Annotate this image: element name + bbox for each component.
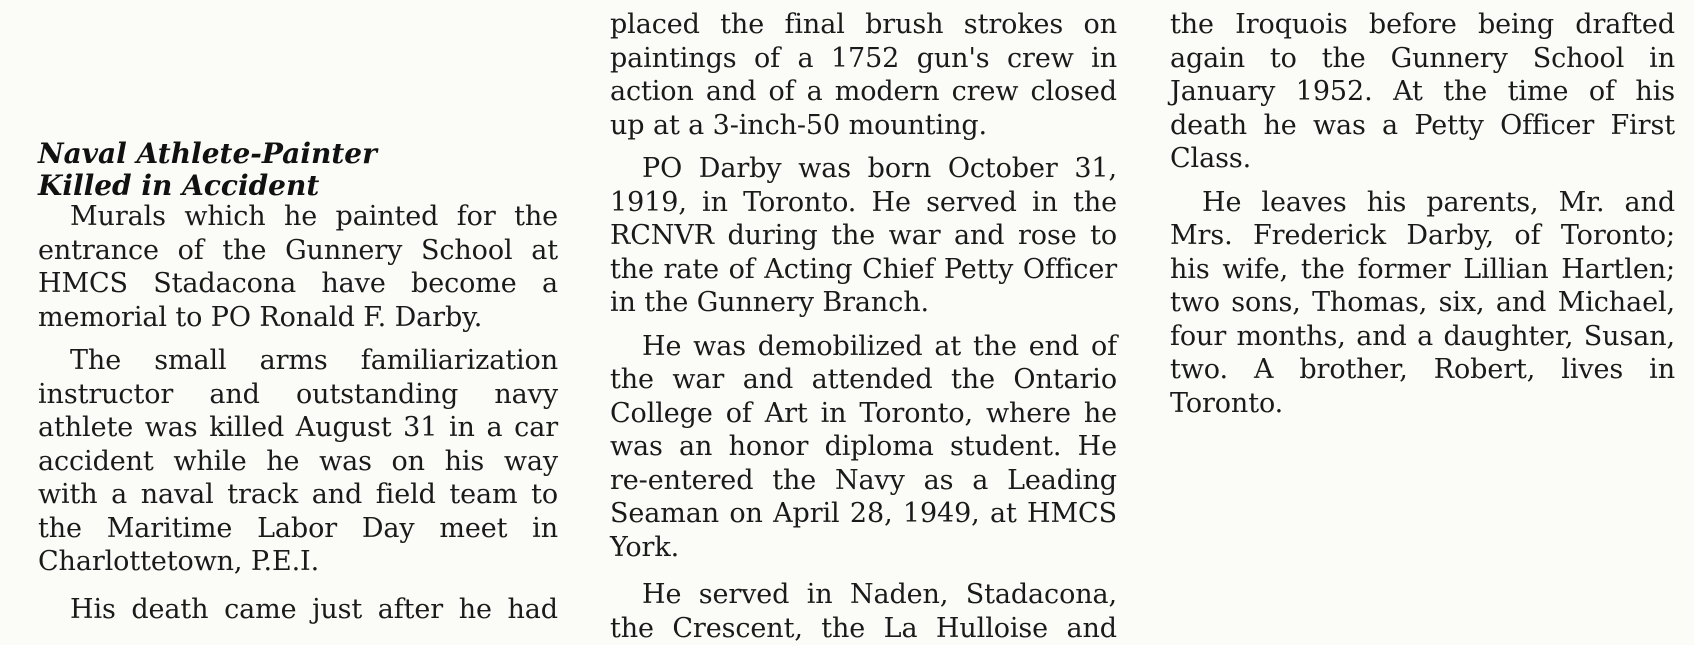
paragraph-murals: Murals which he painted for the entrance of the Gunnery School at HMCS Stadacona have become a memorial to PO Ronald F. Darby. [38, 201, 558, 333]
paragraph-iroquois: the Iroquois before being drafted again to the Gunnery School in January 1952. At the time of his death he was a Petty Officer First Class. [1170, 9, 1675, 174]
headline-line-2: Killed in Accident [38, 169, 320, 202]
paragraph-survivors: He leaves his parents, Mr. and Mrs. Frederick Darby, of Toronto; his wife, the former Lillian Hartlen; two sons, Thomas, six, and Michael, four months, and a daughter, Susan, two. A brother, Robert, lives in Toronto. [1170, 186, 1675, 419]
paragraph-paintings: placed the final brush strokes on paintings of a 1752 gun's crew in action and of a modern crew closed up at a 3-inch-50 mounting. [610, 9, 1117, 141]
paragraph-served: He served in Naden, Stadacona, the Crescent, the La Hulloise and [610, 579, 1117, 644]
column-3 [1170, 8, 1675, 420]
column-1 [38, 200, 558, 626]
paragraph-demobilized: He was demobilized at the end of the war and attended the Ontario College of Art in Toronto, where he was an honor diploma student. He re-entered the Navy as a Leading Seaman on April 28, 1949, at HMCS York. [610, 330, 1117, 563]
paragraph-born: PO Darby was born October 31, 1919, in Toronto. He served in the RCNVR during the war and rose to the rate of Acting Chief Petty Officer in the Gunnery Branch. [610, 153, 1117, 318]
column-2 [610, 8, 1117, 645]
article-headline [38, 138, 558, 202]
paragraph-accident: The small arms familiarization instructor and outstanding navy athlete was killed August 31 in a car accident while he was on his way with a naval track and field team to the Maritime Labor Day meet in Charlottetown, P.E.I. [38, 345, 558, 577]
headline-line-1: Naval Athlete-Painter [38, 137, 377, 170]
paragraph-death-start: His death came just after he had [70, 593, 558, 625]
